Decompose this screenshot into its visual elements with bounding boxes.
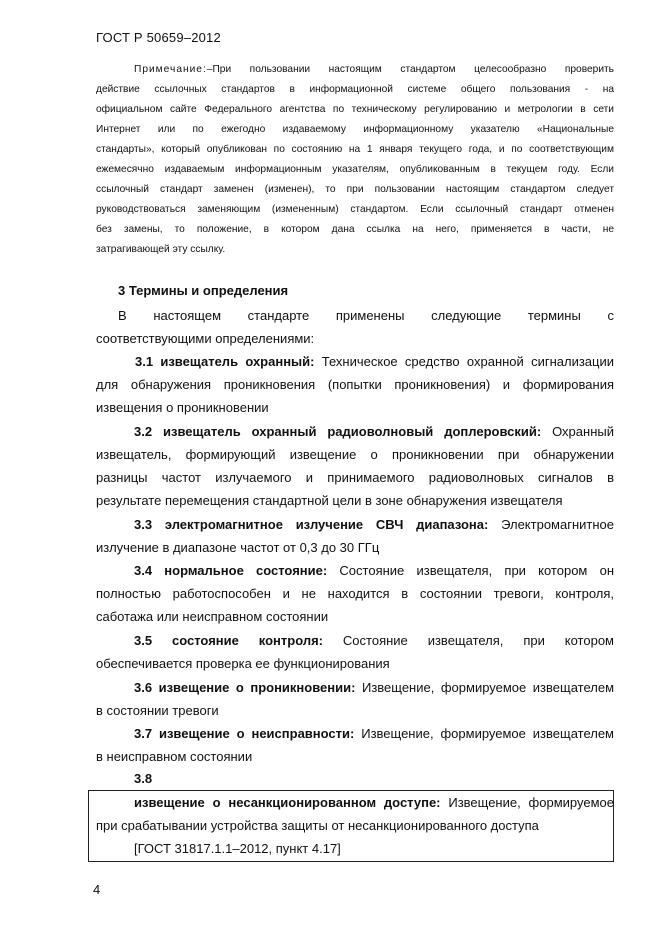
term-text: извещения о проникновении [96,400,269,415]
note-line: ежемесячно издаваемым информационным указателям, опубликованным в текущем году. Если [96,164,614,175]
term-label: 3.3 электромагнитное излучение СВЧ диапазона: [134,517,489,532]
term-3-6: 3.6 извещение о проникновении: Извещение, формируемое извещателем [134,680,615,695]
term-text: для обнаружения проникновения (попытки проникновения) и формирования [96,377,614,392]
term-3-2: 3.2 извещатель охранный радиоволновый доплеровский: Охранный [134,424,614,439]
note-title: Примечание: [134,64,207,75]
note-line: официальном сайте Федерального агентства по техническому регулированию и метрологии в сети [96,104,614,115]
term-text: саботажа или неисправном состоянии [96,609,329,624]
term-text: в состоянии тревоги [96,703,219,718]
term-3-7: 3.7 извещение о неисправности: Извещение, формируемое извещателем [134,726,614,741]
note-line: действие ссылочных стандартов в информационной системе общего пользования - на [96,84,614,95]
term-text: результате перемещения стандартной цели в зоне обнаружения извещателя [96,493,563,508]
term-label: 3.6 извещение о проникновении: [134,680,356,695]
page-header: ГОСТ Р 50659–2012 [96,30,221,45]
note-line: без замены, то положение, в котором дана ссылка на него, применяется в части, не [96,224,614,235]
term-label: 3.1 извещатель охранный: [135,354,315,369]
note-line: затрагивающей эту ссылку. [96,244,226,255]
note-line: ссылочный стандарт заменен (изменен), то при пользовании настоящим стандартом следует [96,184,614,195]
term-label: извещение о несанкционированном доступе: [134,795,441,810]
term-3-3: 3.3 электромагнитное излучение СВЧ диапазона: Электромагнитное [134,517,615,532]
term-text: разницы частот излучаемого и принимаемого радиоволновых сигналов в [96,470,614,485]
term-3-1: 3.1 извещатель охранный: Техническое средство охранной сигнализации [135,354,614,369]
term-3-4: 3.4 нормальное состояние: Состояние извещателя, при котором он [134,563,614,578]
term-label: 3.7 извещение о неисправности: [134,726,355,741]
term-text: при срабатывании устройства защиты от несанкционированного доступа [96,818,539,833]
section-title: 3 Термины и определения [118,283,289,298]
term-label: 3.4 нормальное состояние: [134,563,328,578]
term-label: 3.2 извещатель охранный радиоволновый доплеровский: [134,424,542,439]
note-line: Интернет или по ежегодно издаваемому информационному указателю «Национальные [96,124,614,135]
section-intro: В настоящем стандарте применены следующие термины с [118,308,614,323]
term-label: 3.5 состояние контроля: [134,633,323,648]
term-3-5: 3.5 состояние контроля: Состояние извещателя, при котором [134,633,614,648]
term-reference: [ГОСТ 31817.1.1–2012, пункт 4.17] [134,841,341,856]
section-intro: соответствующими определениями: [96,331,315,346]
term-number: 3.8 [134,771,153,786]
term-3-8: извещение о несанкционированном доступе: Извещение, формируемое [134,795,614,810]
term-text: в неисправном состоянии [96,749,253,764]
note-line: стандарты», который опубликован по состоянию на 1 января текущего года, и по соответствующим [96,144,614,155]
note-line: руководствоваться заменяющим (измененным) стандартом. Если ссылочный стандарт отменен [96,204,614,215]
term-text: излучение в диапазоне частот от 0,3 до 30 ГГц [96,540,380,555]
term-text: полностью работоспособен и не находится в состоянии тревоги, контроля, [96,586,614,601]
page-number: 4 [93,882,101,897]
term-text: обеспечивается проверка ее функционирования [96,656,390,671]
term-text: извещатель, формирующий извещение о проникновении при обнаружении [96,447,614,462]
